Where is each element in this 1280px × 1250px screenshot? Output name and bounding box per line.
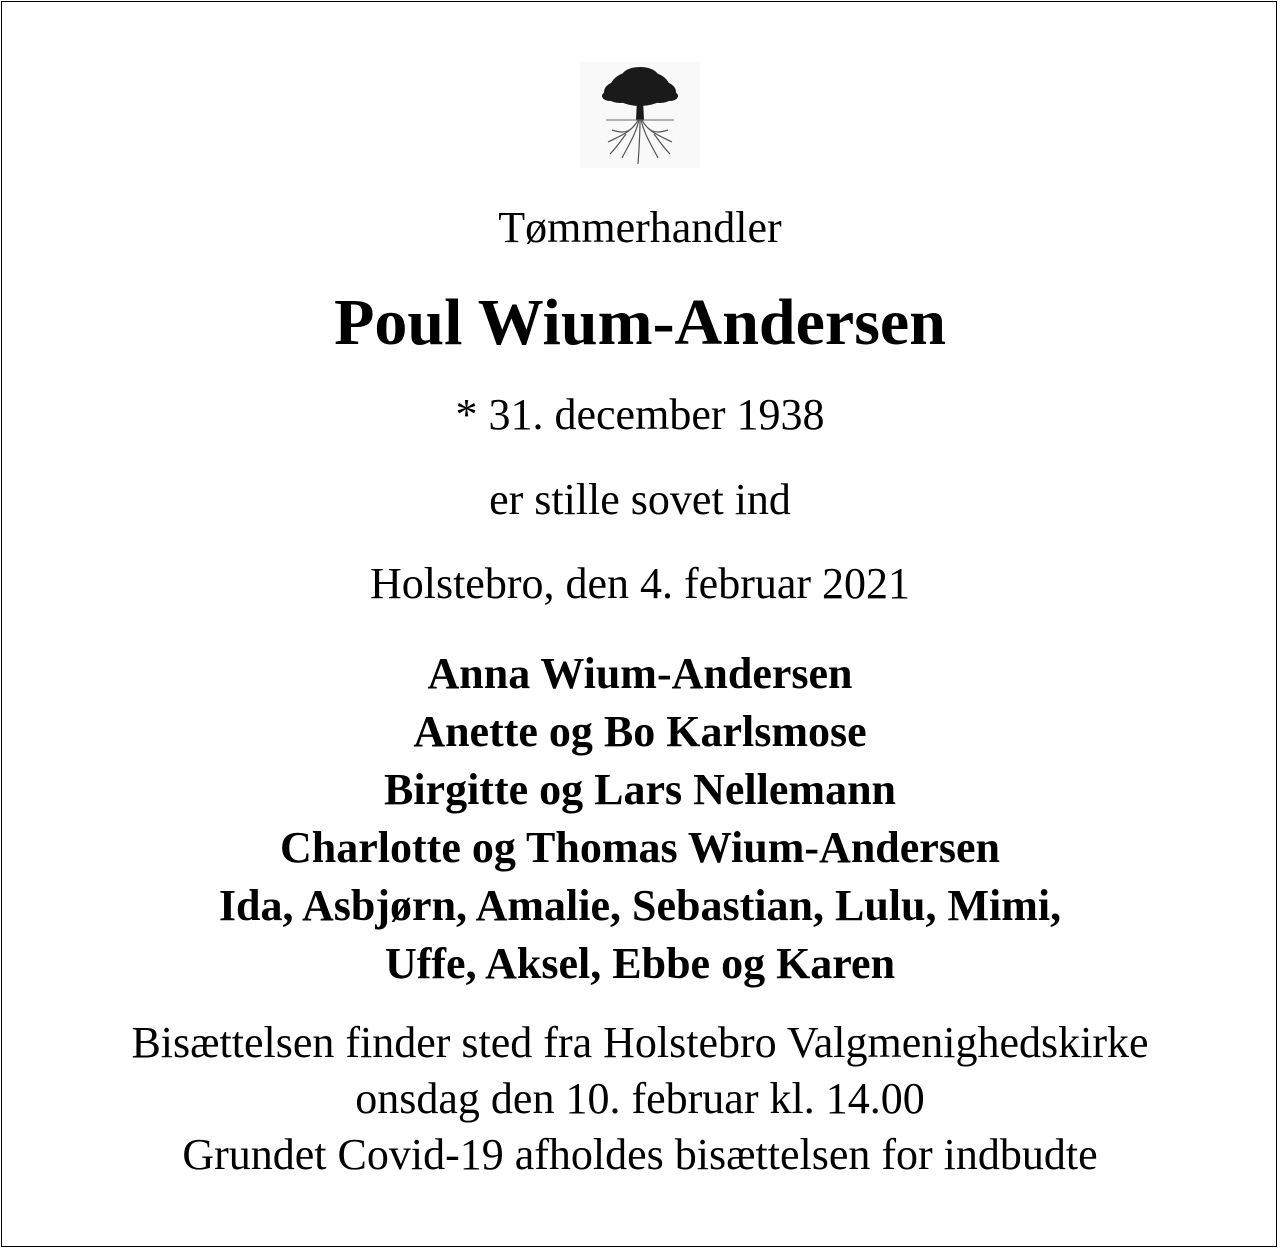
service-line: onsdag den 10. februar kl. 14.00 xyxy=(355,1074,925,1123)
deceased-name: Poul Wium-Andersen xyxy=(334,286,946,359)
service-info xyxy=(0,1015,1280,1183)
mourner-line: Ida, Asbjørn, Amalie, Sebastian, Lulu, Mimi, xyxy=(218,881,1062,930)
passing-phrase: er stille sovet ind xyxy=(489,475,791,524)
service-line: Grundet Covid-19 afholdes bisættelsen for indbudte xyxy=(182,1130,1098,1179)
mourners-list xyxy=(0,645,1280,993)
place-and-date: Holstebro, den 4. februar 2021 xyxy=(369,559,911,608)
tree-with-roots-icon xyxy=(580,62,700,168)
mourner-line: Anna Wium-Andersen xyxy=(427,649,853,698)
mourner-line: Anette og Bo Karlsmose xyxy=(413,707,867,756)
service-line: Bisættelsen finder sted fra Holstebro Valgmenighedskirke xyxy=(131,1018,1149,1067)
mourner-line: Birgitte og Lars Nellemann xyxy=(383,765,897,814)
occupation-title: Tømmerhandler xyxy=(498,203,782,252)
mourner-line: Charlotte og Thomas Wium-Andersen xyxy=(280,823,1000,872)
birth-date: * 31. december 1938 xyxy=(455,390,825,439)
mourner-line: Uffe, Aksel, Ebbe og Karen xyxy=(384,939,896,988)
